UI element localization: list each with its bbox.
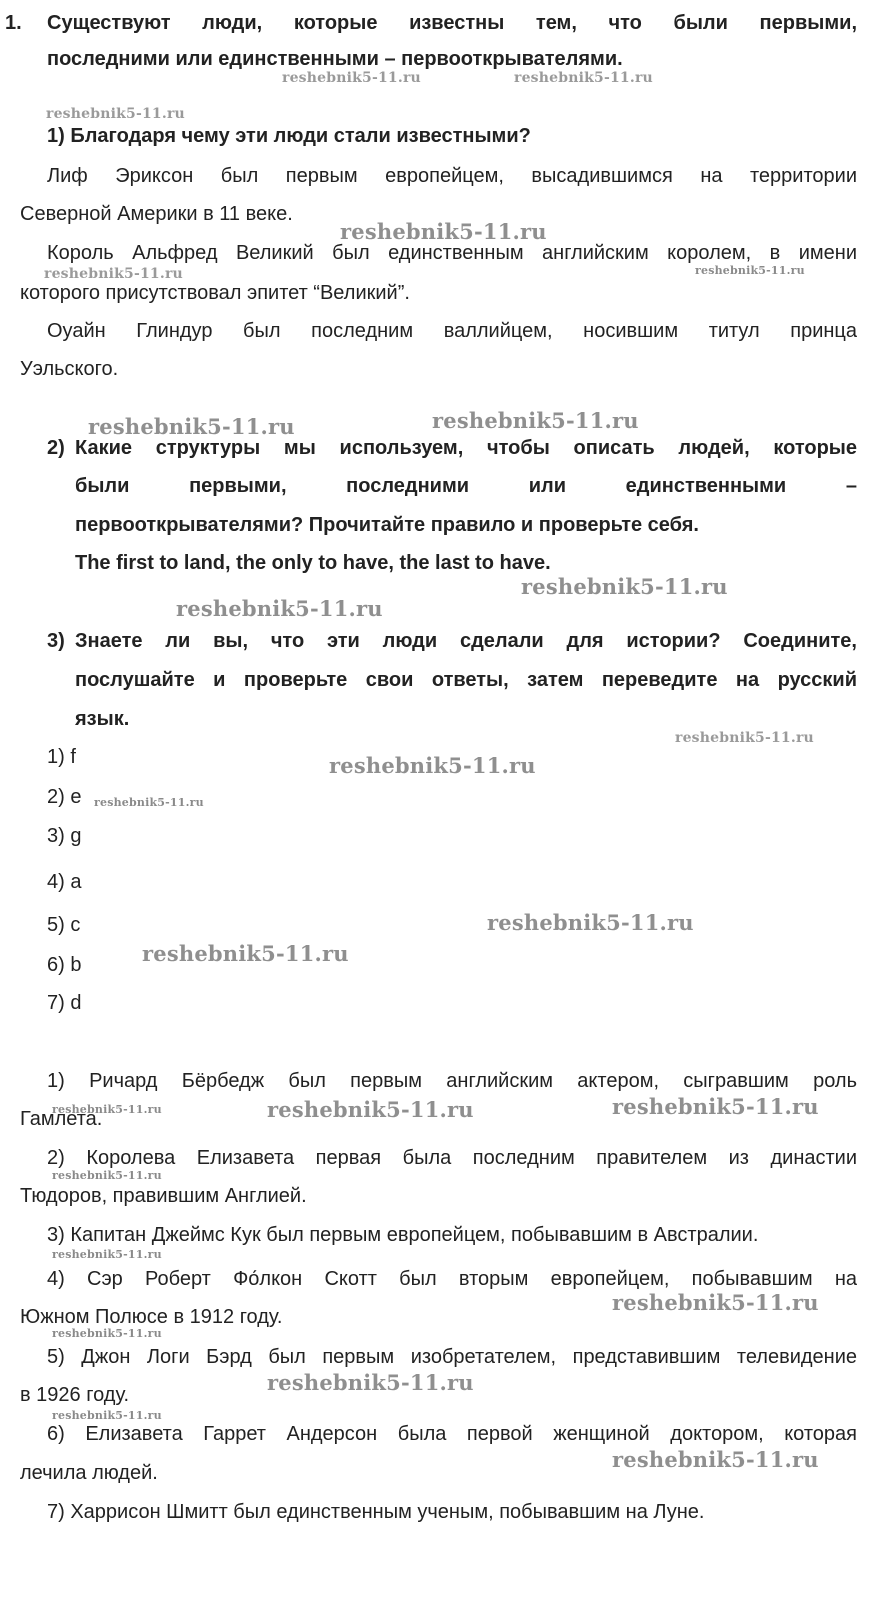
task-title-line1: Существуют люди, которые известны тем, что были первыми, [47, 12, 857, 34]
translation-1-line1: 1) Ричард Бёрбедж был первым английским актером, сыгравшим роль [47, 1070, 857, 1092]
translation-4-line1: 4) Сэр Роберт Фо́лкон Скотт был вторым европейцем, побывавшим на [47, 1268, 857, 1290]
translation-6-line1: 6) Елизавета Гаррет Андерсон была первой женщиной доктором, которая [47, 1423, 857, 1445]
q1-question: 1) Благодаря чему эти люди стали известными? [47, 125, 531, 147]
watermark: reshebnik5-11.ru [282, 70, 421, 86]
watermark: reshebnik5-11.ru [94, 796, 204, 809]
answer-item: 7) d [47, 992, 82, 1014]
task-title-line2: последними или единственными – первооткрывателями. [47, 48, 623, 70]
watermark: reshebnik5-11.ru [142, 941, 349, 966]
watermark: reshebnik5-11.ru [521, 574, 728, 599]
translation-2-line2: Тюдоров, правившим Англией. [20, 1185, 307, 1207]
q2-line3: первооткрывателями? Прочитайте правило и проверьте себя. [75, 514, 699, 536]
watermark: reshebnik5-11.ru [52, 1409, 162, 1422]
watermark: reshebnik5-11.ru [612, 1447, 819, 1472]
translation-3-line1: 3) Капитан Джеймс Кук был первым европейцем, побывавшим в Австралии. [47, 1224, 759, 1246]
translation-7-line1: 7) Харрисон Шмитт был единственным ученым, побывавшим на Луне. [47, 1501, 705, 1523]
watermark: reshebnik5-11.ru [52, 1248, 162, 1261]
translation-6-line2: лечила людей. [20, 1462, 158, 1484]
watermark: reshebnik5-11.ru [514, 70, 653, 86]
watermark: reshebnik5-11.ru [487, 910, 694, 935]
q1-p3-line1: Оуайн Глиндур был последним валлийцем, носившим титул принца [47, 320, 857, 342]
answer-item: 3) g [47, 825, 82, 847]
watermark: reshebnik5-11.ru [329, 753, 536, 778]
watermark: reshebnik5-11.ru [88, 414, 295, 439]
watermark: reshebnik5-11.ru [52, 1103, 162, 1116]
q1-p1-line2: Северной Америки в 11 веке. [20, 203, 293, 225]
q3-line3: язык. [75, 708, 130, 730]
q3-number: 3) [47, 630, 65, 652]
translation-1-line2: Гамлета. [20, 1108, 103, 1130]
q1-p3-line2: Уэльского. [20, 358, 119, 380]
answer-item: 2) e [47, 786, 82, 808]
watermark: reshebnik5-11.ru [432, 408, 639, 433]
q2-number: 2) [47, 437, 65, 459]
answer-item: 4) a [47, 871, 82, 893]
watermark: reshebnik5-11.ru [612, 1094, 819, 1119]
task-number: 1. [5, 12, 22, 34]
translation-5-line1: 5) Джон Логи Бэрд был первым изобретателем, представившим телевидение [47, 1346, 857, 1368]
q2-line1: Какие структуры мы используем, чтобы описать людей, которые [75, 437, 857, 459]
watermark: reshebnik5-11.ru [46, 106, 185, 122]
watermark: reshebnik5-11.ru [612, 1290, 819, 1315]
watermark: reshebnik5-11.ru [340, 219, 547, 244]
watermark: reshebnik5-11.ru [695, 264, 805, 277]
answer-item: 5) c [47, 914, 81, 936]
watermark: reshebnik5-11.ru [52, 1327, 162, 1340]
watermark: reshebnik5-11.ru [267, 1370, 474, 1395]
watermark: reshebnik5-11.ru [176, 596, 383, 621]
q3-line1: Знаете ли вы, что эти люди сделали для истории? Соедините, [75, 630, 857, 652]
q1-p2-line2: которого присутствовал эпитет “Великий”. [20, 282, 410, 304]
watermark: reshebnik5-11.ru [267, 1097, 474, 1122]
q1-p1-line1: Лиф Эриксон был первым европейцем, высадившимся на территории [47, 165, 857, 187]
q2-line2: были первыми, последними или единственными – [75, 475, 857, 497]
q3-line2: послушайте и проверьте свои ответы, затем переведите на русский [75, 669, 857, 691]
answer-item: 6) b [47, 954, 82, 976]
translation-2-line1: 2) Королева Елизавета первая была последним правителем из династии [47, 1147, 857, 1169]
watermark: reshebnik5-11.ru [44, 266, 183, 282]
answer-item: 1) f [47, 746, 76, 768]
watermark: reshebnik5-11.ru [675, 730, 814, 746]
translation-5-line2: в 1926 году. [20, 1384, 129, 1406]
watermark: reshebnik5-11.ru [52, 1169, 162, 1182]
q1-p2-line1: Король Альфред Великий был единственным английским королем, в имени [47, 242, 857, 264]
translation-4-line2: Южном Полюсе в 1912 году. [20, 1306, 283, 1328]
q2-line4: The first to land, the only to have, the last to have. [75, 552, 551, 574]
